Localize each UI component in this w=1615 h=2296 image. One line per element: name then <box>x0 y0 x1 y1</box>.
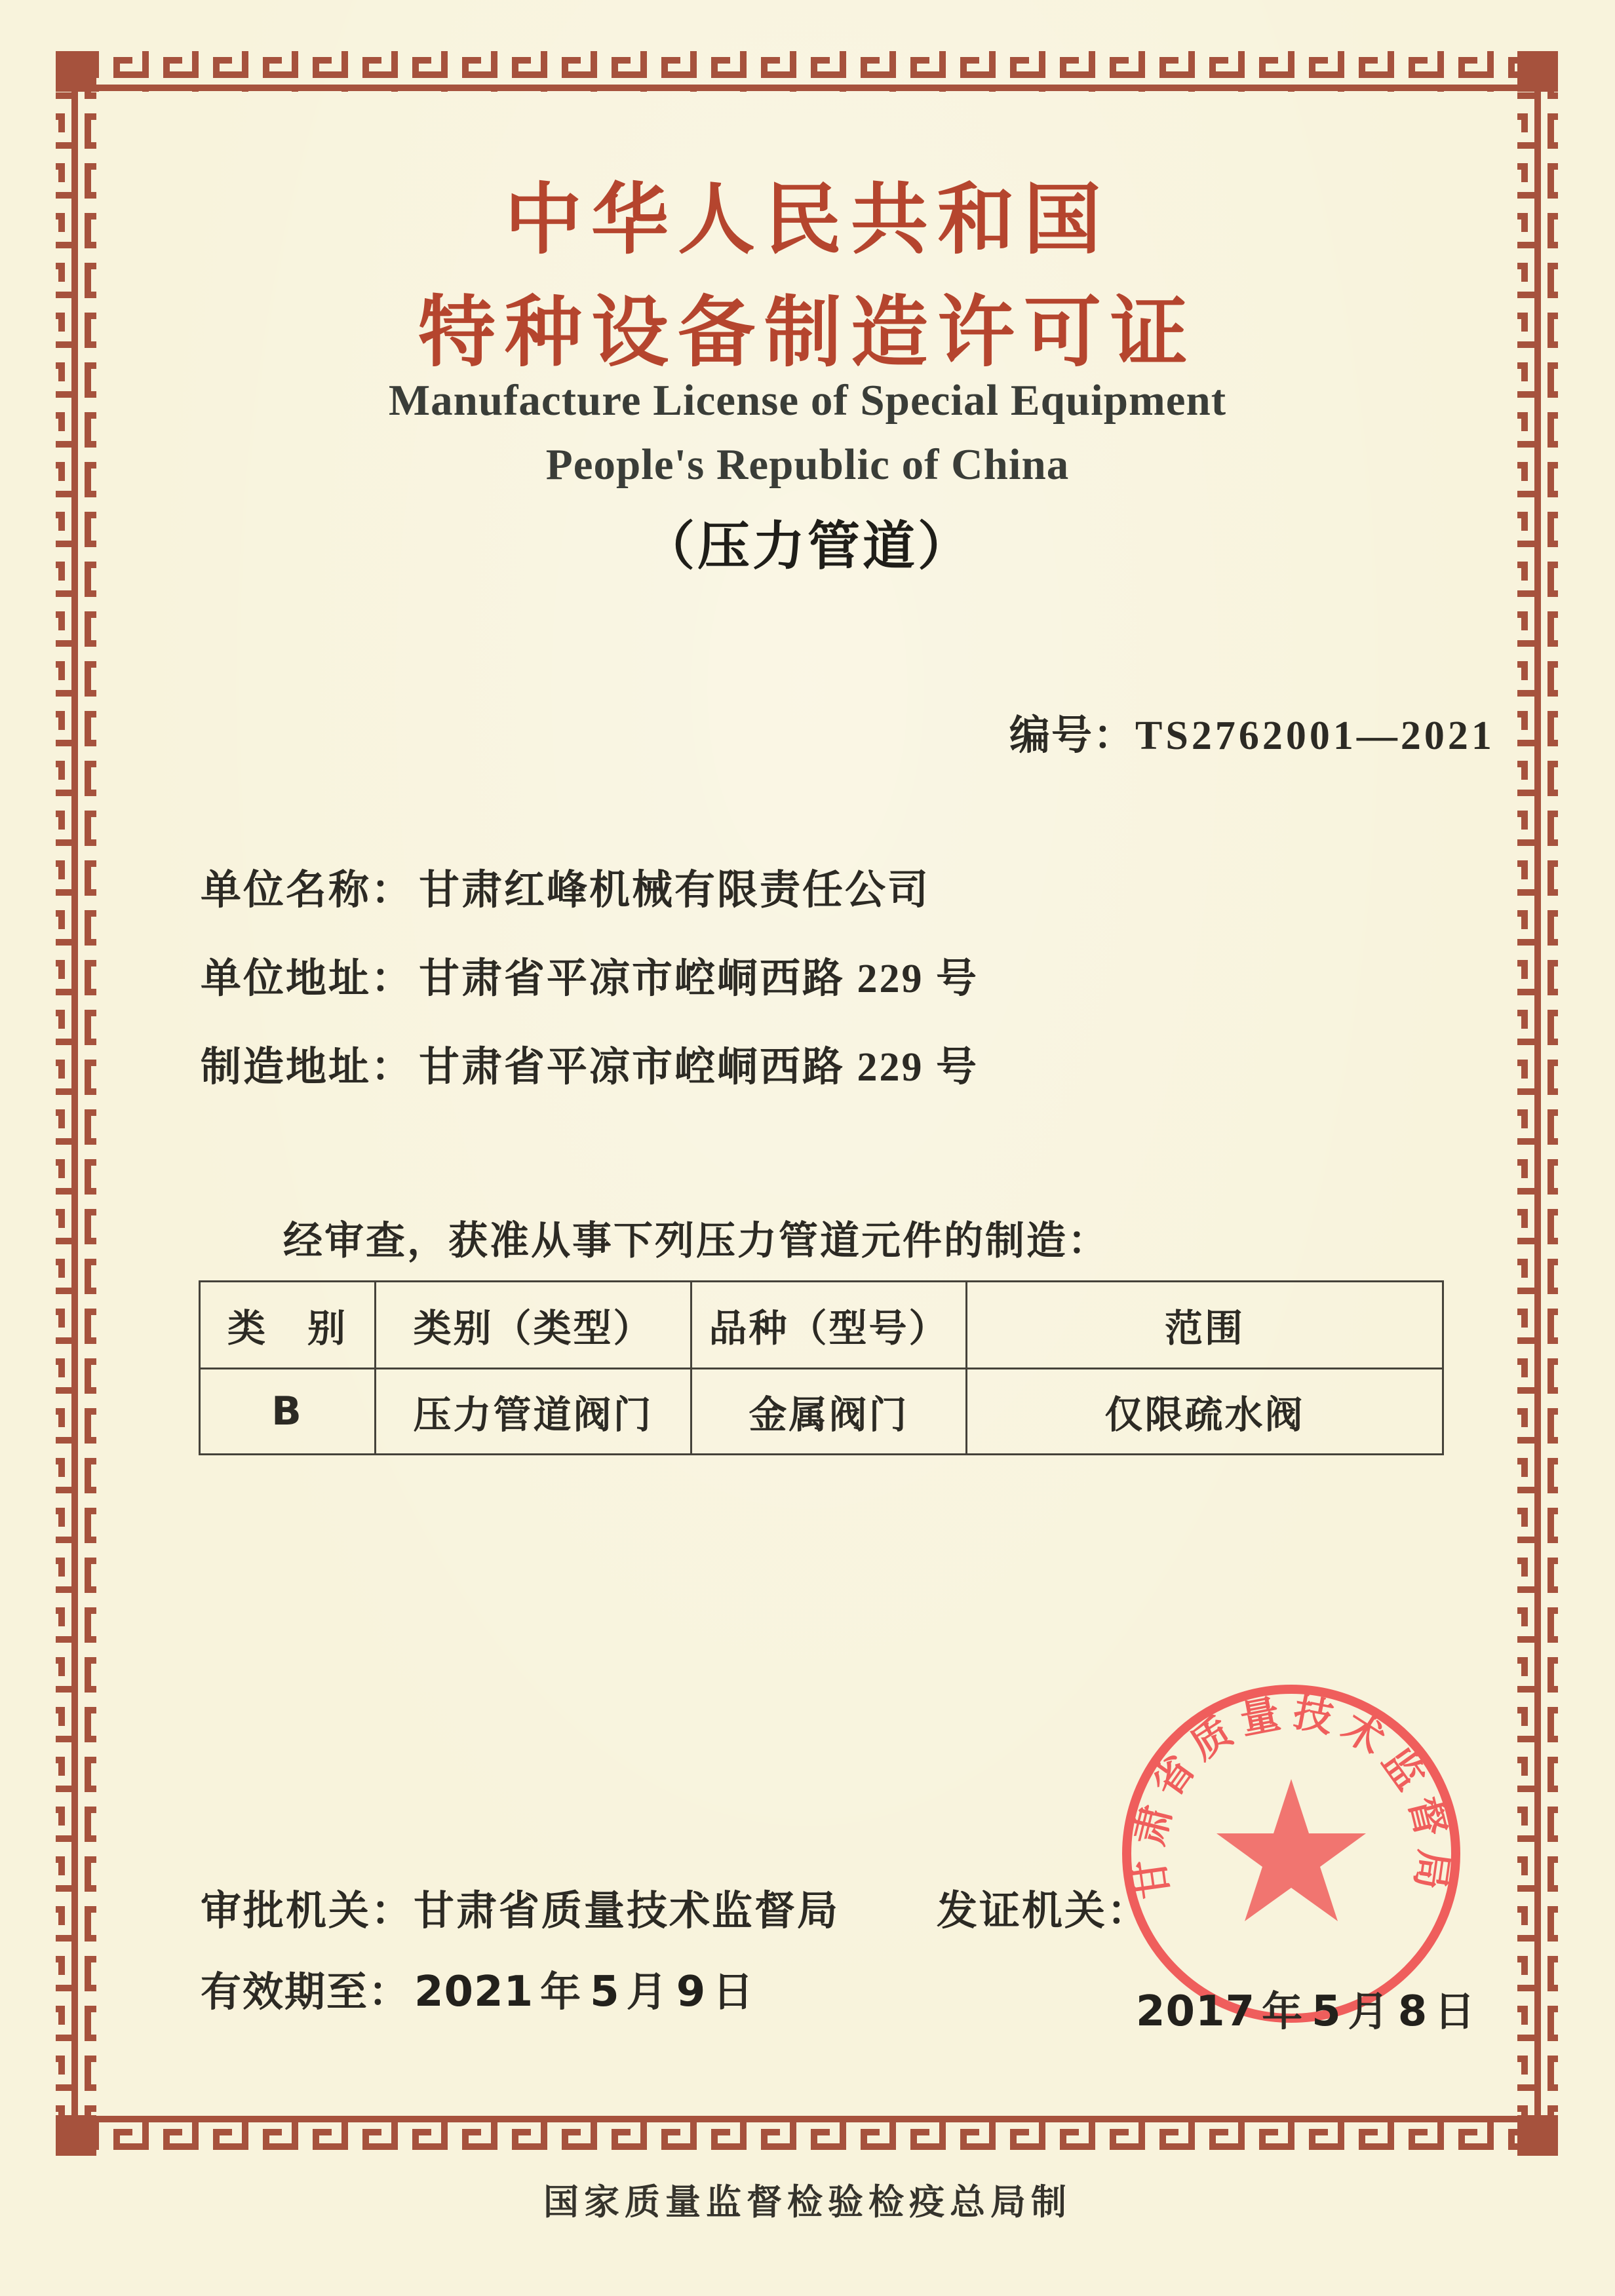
issuing-authority-label: 发证机关： <box>937 1889 1150 1934</box>
issue-year: 2017 <box>1136 1987 1256 2036</box>
valid-day: 9 <box>676 1968 707 2016</box>
field-value: 甘肃省平凉市崆峒西路 229 号 <box>419 957 979 1001</box>
header-variety-model: 品种（型号） <box>691 1282 967 1369</box>
border-corner-tr <box>1517 51 1558 92</box>
valid-until-label: 有效期至： <box>201 1970 411 2015</box>
field-value: 甘肃省平凉市崆峒西路 229 号 <box>419 1045 979 1090</box>
valid-year: 2021 <box>414 1968 534 2016</box>
cell-variety-model: 金属阀门 <box>691 1369 967 1455</box>
field-label: 制造地址： <box>201 1045 414 1090</box>
issue-month: 5 <box>1312 1987 1342 2036</box>
seal-text: 甘肃省质量技术监督局 <box>1127 1691 1456 1902</box>
field-company-address <box>201 959 979 999</box>
approval-label: 审批机关： <box>201 1889 414 1934</box>
border-top <box>56 51 1558 92</box>
issue-date-line <box>1136 1987 1480 2036</box>
month-unit: 月 <box>626 1970 669 2015</box>
scope-table <box>199 1280 1444 1455</box>
field-label: 单位地址： <box>201 957 414 1001</box>
approval-authority-line <box>201 1878 840 1936</box>
header-range: 范围 <box>967 1282 1443 1369</box>
title-en-line2: People's Republic of China <box>545 440 1070 489</box>
issue-day: 8 <box>1397 1987 1428 2036</box>
border-bottom <box>56 2115 1558 2156</box>
scope-intro: 经审查，获准从事下列压力管道元件的制造： <box>283 1219 1109 1263</box>
field-label: 单位名称： <box>201 868 414 913</box>
day-unit: 日 <box>712 1970 755 2015</box>
title-en-line1: Manufacture License of Special Equipment <box>388 376 1227 425</box>
footer-issuing-body: 国家质量监督检验检疫总局制 <box>543 2181 1072 2223</box>
cell-category-type: 压力管道阀门 <box>376 1369 691 1455</box>
seal-star <box>1216 1779 1366 1921</box>
approval-value: 甘肃省质量技术监督局 <box>414 1889 840 1934</box>
day-unit: 日 <box>1434 1990 1477 2035</box>
field-manufacture-address <box>201 1047 979 1088</box>
border-corner-bl <box>56 2115 96 2156</box>
border-corner-br <box>1517 2115 1558 2156</box>
year-unit: 年 <box>540 1970 583 2015</box>
cell-category-code: B <box>200 1369 376 1455</box>
serial-value: TS2762001—2021 <box>1135 714 1495 758</box>
month-unit: 月 <box>1348 1990 1390 2035</box>
field-company-name <box>201 870 930 911</box>
serial-number-line <box>1009 702 1495 761</box>
year-unit: 年 <box>1262 1990 1304 2035</box>
official-seal <box>1117 1679 1466 2028</box>
border-corner-tl <box>56 51 96 92</box>
header-category-type: 类别（类型） <box>376 1282 691 1369</box>
header-category: 类 别 <box>200 1282 376 1369</box>
title-cn-line2: 特种设备制造许可证 <box>418 290 1197 376</box>
equipment-category-subtitle: （压力管道） <box>642 518 973 576</box>
valid-month: 5 <box>590 1968 620 2016</box>
serial-label: 编号： <box>1009 714 1136 758</box>
valid-until-line <box>201 1968 758 2016</box>
cell-range: 仅限疏水阀 <box>967 1369 1443 1455</box>
scope-table-data-row <box>200 1369 1443 1455</box>
field-value: 甘肃红峰机械有限责任公司 <box>419 868 931 913</box>
title-cn-line1: 中华人民共和国 <box>504 178 1110 263</box>
scope-table-header-row <box>200 1282 1443 1369</box>
